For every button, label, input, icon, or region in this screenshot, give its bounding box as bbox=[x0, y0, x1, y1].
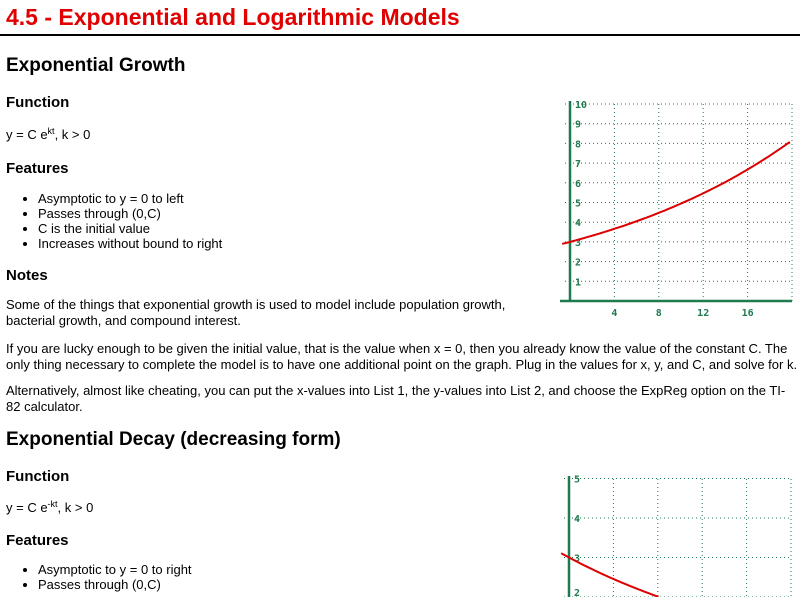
y-tick-label: 7 bbox=[575, 159, 582, 171]
list-item: • Asymptotic to y = 0 to right bbox=[38, 562, 798, 577]
function-heading: Function bbox=[6, 94, 70, 111]
y-tick-label: 3 bbox=[574, 553, 581, 565]
y-tick-label: 3 bbox=[575, 237, 582, 249]
list-item: • Asymptotic to y = 0 to left bbox=[38, 191, 798, 206]
y-tick-label: 5 bbox=[575, 198, 582, 210]
list-item: • Passes through (0,C) bbox=[38, 577, 798, 592]
growth-formula bbox=[6, 127, 798, 143]
y-tick-label: 5 bbox=[574, 474, 581, 486]
title-divider bbox=[0, 34, 800, 36]
growth-features-list bbox=[6, 191, 798, 251]
x-tick-label: 12 bbox=[697, 308, 710, 319]
list-item: • Passes through (0,C) bbox=[38, 206, 798, 221]
y-tick-label: 9 bbox=[575, 119, 582, 131]
y-tick-label: 10 bbox=[575, 100, 588, 111]
formula-condition: , k > 0 bbox=[54, 127, 91, 142]
y-tick-label: 6 bbox=[575, 178, 582, 190]
list-item: • Increases without bound to right bbox=[38, 236, 798, 251]
formula-text: y = C e bbox=[6, 500, 48, 515]
y-tick-label: 8 bbox=[575, 139, 582, 151]
y-tick-label: 1 bbox=[575, 277, 582, 289]
decay-formula bbox=[6, 500, 798, 516]
x-tick-label: 16 bbox=[741, 308, 754, 319]
y-tick-label: 2 bbox=[574, 588, 581, 597]
formula-condition: , k > 0 bbox=[57, 500, 94, 515]
page-content bbox=[0, 4, 798, 592]
formula-exponent: -kt bbox=[47, 499, 58, 509]
decay-features-list bbox=[6, 562, 798, 592]
features-heading: Features bbox=[6, 160, 69, 177]
x-tick-label: 8 bbox=[655, 308, 662, 319]
y-tick-label: 4 bbox=[575, 218, 582, 230]
notes-paragraph: Alternatively, almost like cheating, you can put the x-values into List 1, the y-values into List 2, and choose the ExpReg option on the TI-82 calculator. bbox=[6, 383, 786, 414]
page-title: 4.5 - Exponential and Logarithmic Models bbox=[6, 4, 460, 30]
section-heading-decay: Exponential Decay (decreasing form) bbox=[6, 429, 341, 450]
section-heading-growth: Exponential Growth bbox=[6, 55, 186, 76]
notes-heading: Notes bbox=[6, 267, 48, 284]
y-tick-label: 2 bbox=[575, 257, 582, 269]
notes-paragraph: Some of the things that exponential growth is used to model include population growth, bacterial growth, and compound interest. bbox=[6, 297, 506, 328]
notes-paragraph: If you are lucky enough to be given the initial value, that is the value when x = 0, then you already know the value of the constant C. The only thing necessary to complete the model is to have one additional point on the graph. Plug in the values for x, y, and C, and solve for k. bbox=[6, 341, 798, 372]
function-heading: Function bbox=[6, 468, 70, 485]
y-tick-label: 4 bbox=[574, 514, 581, 525]
list-item: • C is the initial value bbox=[38, 221, 798, 236]
formula-text: y = C e bbox=[6, 127, 48, 142]
features-heading: Features bbox=[6, 532, 69, 549]
x-tick-label: 4 bbox=[611, 308, 618, 319]
formula-exponent: kt bbox=[47, 126, 55, 136]
